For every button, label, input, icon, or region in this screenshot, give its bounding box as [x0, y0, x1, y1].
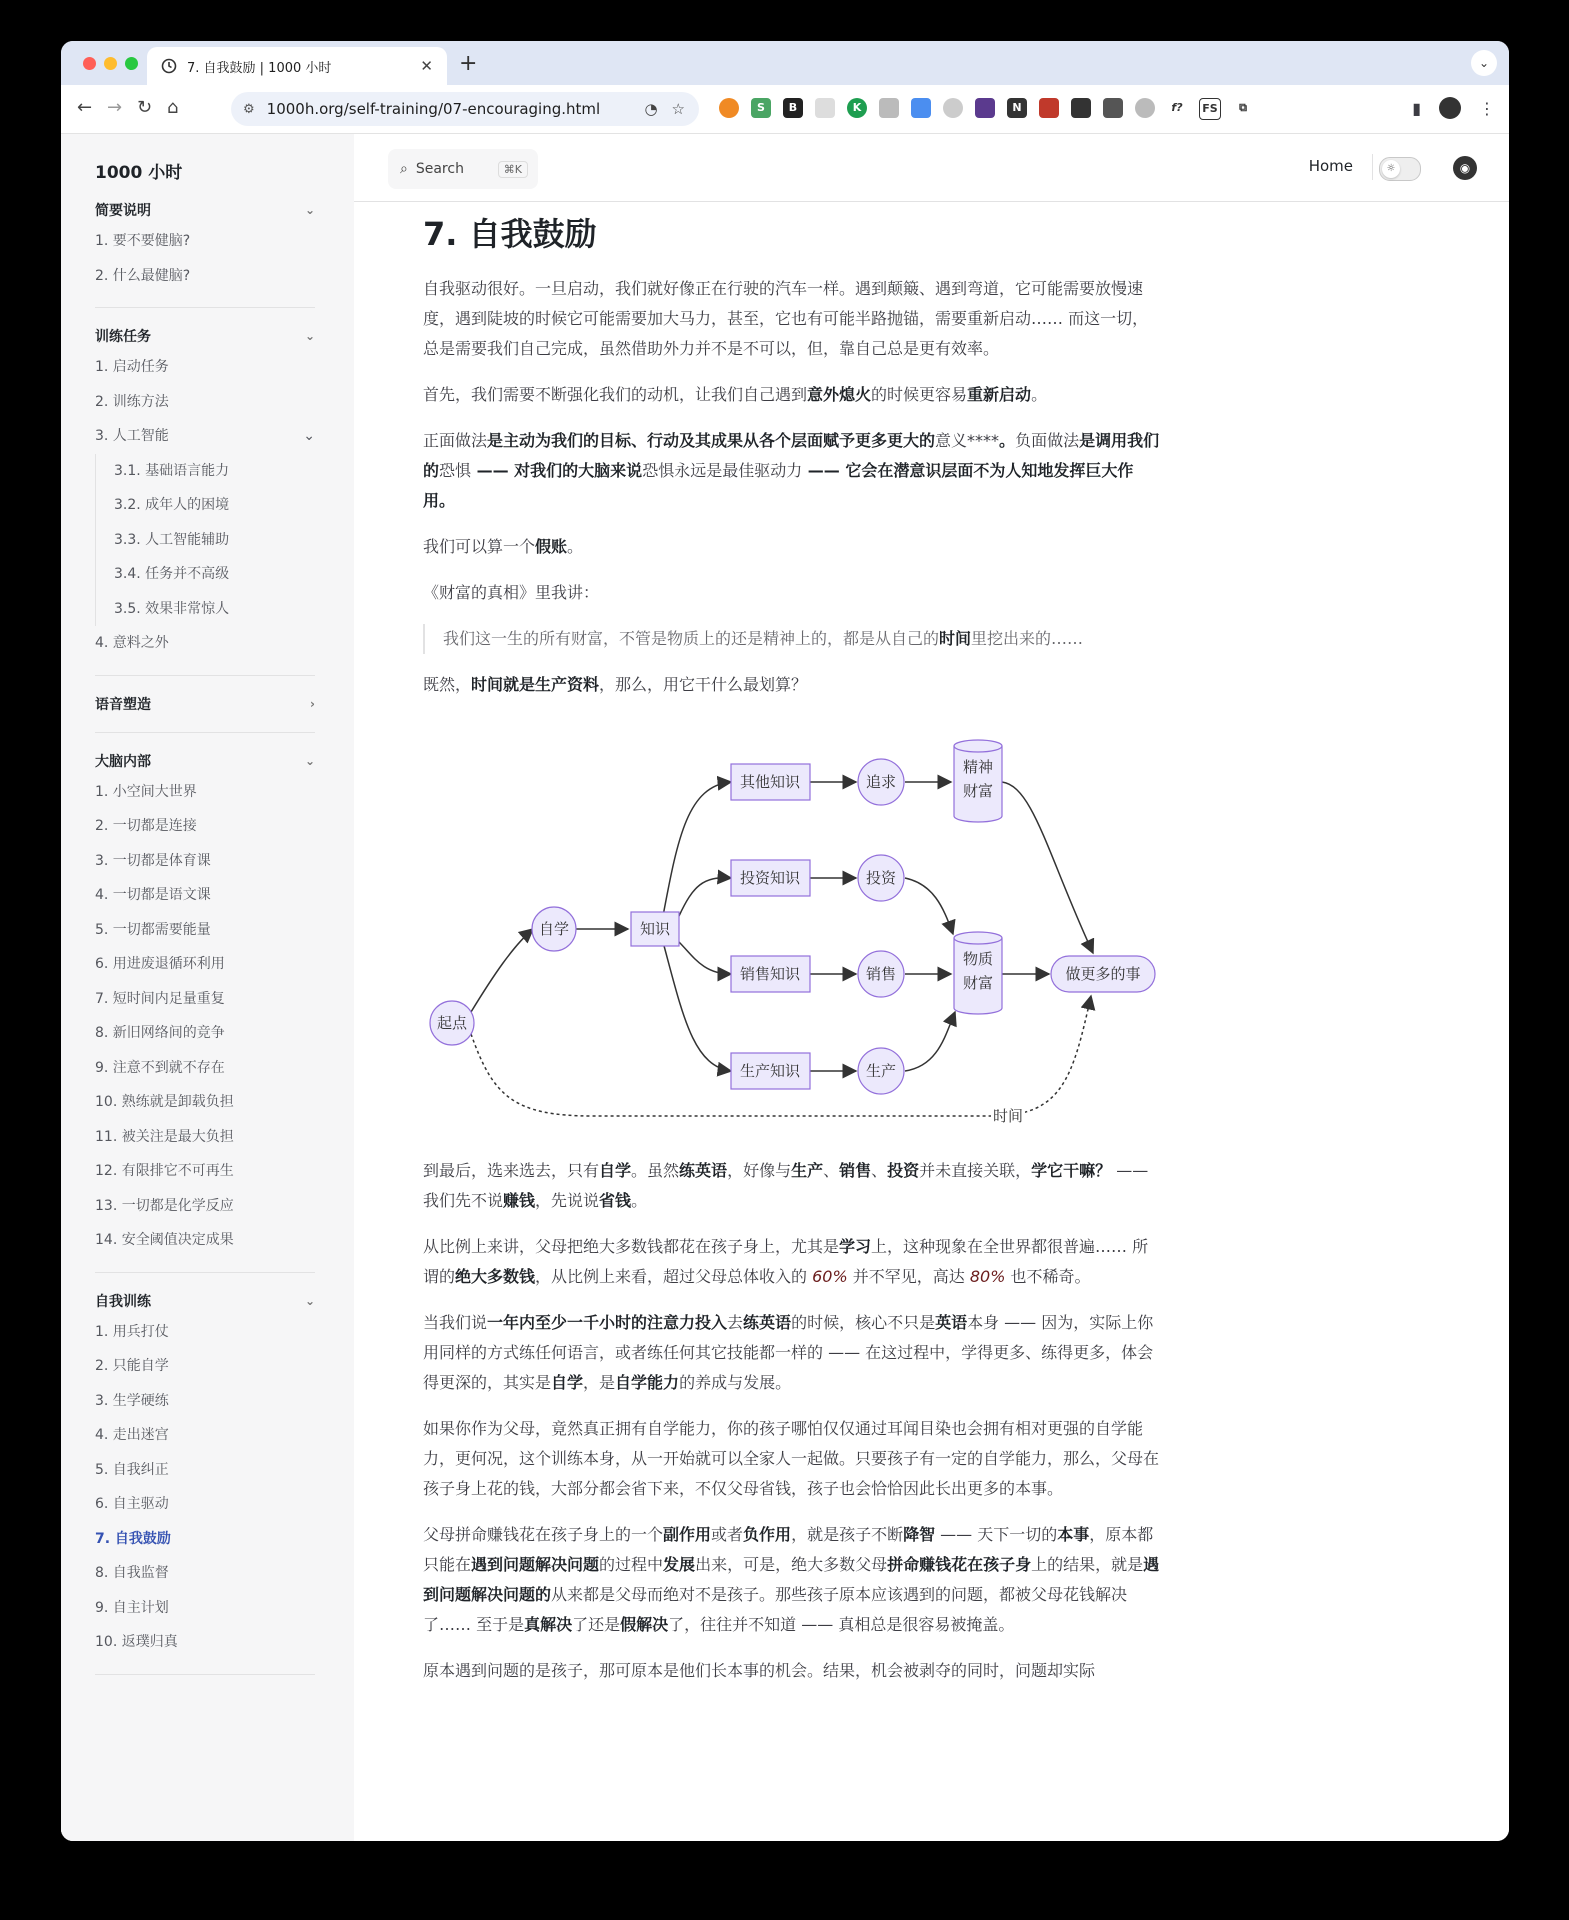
active-tab[interactable]: [147, 47, 447, 85]
extension-calendar-icon[interactable]: [911, 98, 931, 118]
emphasis: 时间: [939, 629, 972, 648]
emphasis: 销售: [839, 1161, 872, 1180]
sidebar-item[interactable]: 6. 用进废退循环利用: [95, 956, 225, 972]
performance-icon[interactable]: ◔: [644, 100, 658, 118]
sidebar-item[interactable]: 2. 只能自学: [95, 1358, 169, 1374]
node-prod-k: 生产知识: [739, 1062, 801, 1080]
sidebar: [61, 134, 354, 1841]
flow-diagram: [423, 716, 1161, 1146]
text-run: 本身 —— 因为，实际上你用同样的方式练任何语言，或者练任何其它技能都一样的 —— 在这过程中，学得更多、练得更多，体会得更深的，其实是: [423, 1313, 1154, 1392]
theme-toggle[interactable]: [1379, 157, 1421, 181]
edge-prod-material: [905, 1012, 955, 1071]
sidebar-group-title[interactable]: [95, 1287, 315, 1315]
text-run: 恐惧: [439, 461, 472, 480]
reload-icon[interactable]: ↻: [137, 97, 153, 118]
quote: [423, 624, 1161, 654]
node-material-1: 物质: [962, 950, 994, 968]
edge-knowledge-invest: [679, 878, 731, 916]
extension-notion-icon[interactable]: N: [1007, 98, 1027, 118]
emphasis: 英语: [935, 1313, 968, 1332]
search-shortcut: ⌘K: [498, 161, 528, 178]
text-run: 的过程中: [599, 1555, 664, 1574]
site-brand[interactable]: 1000 小时: [95, 163, 183, 183]
emphasis: 学它干嘛？: [1031, 1161, 1112, 1180]
extension-globe-icon[interactable]: [943, 98, 963, 118]
bookmark-star-icon[interactable]: ☆: [671, 100, 685, 118]
clock-icon: [161, 58, 177, 74]
tab-strip: [61, 41, 1509, 85]
paragraph-8: [423, 1232, 1161, 1292]
text-run: 意义****: [935, 431, 1000, 450]
node-spirit-cylinder: [954, 740, 1002, 822]
window-controls: [83, 57, 138, 70]
tab-search-chevron-icon[interactable]: ⌄: [1471, 50, 1497, 76]
sidebar-item[interactable]: 3. 一切都是体育课: [95, 852, 211, 869]
sidebar-group: [95, 690, 315, 733]
text-run: ，好像与: [727, 1161, 792, 1180]
sidebar-item[interactable]: 14. 安全阈值决定成果: [95, 1232, 234, 1248]
sidebar-item[interactable]: 2. 一切都是连接: [95, 818, 197, 834]
node-pursue: 追求: [865, 773, 897, 791]
sidebar-item[interactable]: 4. 走出迷宫: [95, 1427, 169, 1443]
node-time: 时间: [992, 1107, 1024, 1125]
sidebar-item[interactable]: 1. 小空间大世界: [95, 783, 197, 800]
sidebar-item[interactable]: 8. 新旧网络间的竞争: [95, 1025, 225, 1041]
emphasis: 学习: [839, 1237, 872, 1256]
text-run: 既然，: [423, 675, 472, 694]
web-page: [61, 134, 1509, 1841]
page-title: 7. 自我鼓励: [423, 215, 597, 253]
sidebar-nav: [95, 196, 315, 1689]
extension-b-icon[interactable]: B: [783, 98, 803, 118]
sidebar-item[interactable]: 5. 一切都需要能量: [95, 921, 211, 938]
search-button[interactable]: [388, 149, 538, 189]
node-spirit-2: 财富: [962, 782, 994, 800]
top-navbar: [354, 134, 1509, 202]
text-run: 。虽然: [631, 1161, 680, 1180]
text-run: ，原本都只能在: [423, 1525, 1154, 1574]
browser-menu-icon[interactable]: ⋮: [1479, 98, 1495, 118]
edge-knowledge-sales: [679, 942, 731, 974]
node-material-cylinder: [954, 932, 1002, 1014]
text-run: ，从比例上来看，超过父母总体收入的: [535, 1267, 813, 1286]
group-title-text: 大脑内部: [95, 753, 151, 770]
emphasis: 练英语: [679, 1161, 728, 1180]
browser-toolbar: [61, 85, 1509, 134]
group-title-text: 语音塑造: [95, 696, 151, 713]
emphasis: 时间就是生产资料: [471, 675, 600, 694]
search-icon: ⌕: [400, 161, 408, 177]
emphasis: 真解决: [524, 1615, 573, 1634]
chevron-right-icon[interactable]: ›: [310, 696, 315, 711]
node-more: 做更多的事: [1065, 965, 1141, 983]
sidebar-item[interactable]: 13. 一切都是化学反应: [95, 1197, 234, 1214]
chevron-down-icon[interactable]: ⌄: [304, 329, 315, 343]
site-info-icon[interactable]: ⚙: [243, 101, 255, 117]
emphasis: 降智: [903, 1525, 936, 1544]
text-run: 当我们说: [423, 1313, 488, 1332]
emphasis: 赚钱: [503, 1191, 536, 1210]
emphasis: 假解决: [620, 1615, 669, 1634]
sidebar-item[interactable]: 3. 生学硬练: [95, 1392, 169, 1409]
back-arrow-icon[interactable]: ←: [77, 97, 93, 118]
extension-se-icon[interactable]: [1071, 98, 1091, 118]
node-other-k: 其他知识: [739, 773, 801, 791]
emphasis: 遇到问题解决问题的: [423, 1555, 1160, 1604]
address-bar[interactable]: [231, 92, 699, 126]
emphasis: 发展: [663, 1555, 696, 1574]
tab-title: 7. 自我鼓励 | 1000 小时: [187, 60, 332, 76]
extension-camera-icon[interactable]: [879, 98, 899, 118]
chevron-down-icon[interactable]: ⌄: [304, 753, 315, 768]
sidebar-subitem[interactable]: 3.2. 成年人的困境: [95, 488, 315, 523]
text-run: ，是: [583, 1373, 616, 1392]
emphasis: 生产: [791, 1161, 824, 1180]
paragraph-4: [423, 532, 1161, 562]
home-icon[interactable]: ⌂: [167, 97, 179, 118]
text-run: 父母拼命赚钱花在孩子身上的一个: [423, 1525, 664, 1544]
text-run: 、: [871, 1161, 888, 1180]
edge-invest-material: [905, 878, 953, 934]
emphasis: 副作用: [663, 1525, 712, 1544]
text-run: ，先说说: [535, 1191, 600, 1210]
text-run: 去: [727, 1313, 744, 1332]
emphasis: 60%: [812, 1267, 848, 1286]
text-run: 。: [631, 1191, 648, 1210]
extension-formula-icon[interactable]: f?: [1167, 98, 1187, 118]
sidebar-item[interactable]: 5. 自我纠正: [95, 1461, 169, 1478]
emphasis: 是主动为我们的目标、行动及其成果从各个层面赋予更多更大的: [487, 431, 936, 450]
sidebar-item[interactable]: 9. 注意不到就不存在: [95, 1059, 225, 1076]
emphasis: 绝大多数钱: [455, 1267, 536, 1286]
sun-icon: ☼: [1382, 160, 1400, 178]
text-run: 从来都是父母而绝对不是孩子。那些孩子原本应该遇到的问题，都被父母花钱解决了…… 至于是: [423, 1585, 1128, 1634]
text-run: —— 天下一切的: [935, 1525, 1058, 1544]
emphasis: 省钱: [599, 1191, 632, 1210]
sidebar-subitem[interactable]: 3.4. 任务并不高级: [95, 557, 315, 592]
emphasis: 重新启动: [967, 385, 1032, 404]
article: [423, 212, 1161, 1702]
minimize-window-button[interactable]: [104, 57, 117, 70]
text-run: 我们可以算一个: [423, 537, 536, 556]
emphasis: 自学能力: [615, 1373, 680, 1392]
sidebar-item[interactable]: 7. 短时间内足量重复: [95, 990, 225, 1007]
text-run: 首先，我们需要不断强化我们的动机，让我们自己遇到: [423, 385, 808, 404]
edge-knowledge-other: [663, 782, 731, 916]
sidebar-item[interactable]: 6. 自主驱动: [95, 1496, 169, 1512]
emphasis: 练英语: [743, 1313, 792, 1332]
sidebar-item[interactable]: 2. 训练方法: [95, 393, 169, 410]
edge-spirit-more: [1002, 782, 1093, 953]
search-label: Search: [415, 161, 464, 177]
sidebar-item[interactable]: 10. 返璞归真: [95, 1634, 178, 1650]
text-run: 负面做法: [1015, 431, 1080, 450]
extension-weibo-icon[interactable]: [1135, 98, 1155, 118]
emphasis: 投资: [887, 1161, 920, 1180]
profile-avatar[interactable]: [1439, 97, 1461, 119]
sidebar-item[interactable]: 1. 要不要健脑?: [95, 233, 191, 249]
paragraph-9: [423, 1308, 1161, 1398]
browser-window: [61, 41, 1509, 1841]
sidebar-item[interactable]: 4. 一切都是语文课: [95, 887, 211, 903]
extension-book-icon[interactable]: [1039, 98, 1059, 118]
paragraph-12: 原本遇到问题的是孩子，那可原本是他们长本事的机会。结果，机会被剥夺的同时，问题却实际: [423, 1661, 1096, 1680]
toolbar-right: [1412, 97, 1495, 119]
sidebar-item[interactable]: 10. 熟练就是卸载负担: [95, 1094, 234, 1110]
close-tab-icon[interactable]: ✕: [420, 57, 433, 75]
text-run: 里挖出来的……: [971, 629, 1084, 648]
chevron-down-icon[interactable]: ⌄: [304, 1293, 315, 1308]
text-run: 的时候更容易: [871, 385, 968, 404]
sidebar-item[interactable]: 1. 用兵打仗: [95, 1323, 169, 1340]
paragraph-5: 《财富的真相》里我讲：: [423, 583, 600, 602]
emphasis: 自学: [599, 1161, 632, 1180]
sidebar-group-title[interactable]: [95, 196, 315, 224]
paragraph-11: [423, 1520, 1161, 1640]
sidebar-group: [95, 196, 315, 308]
navbar-divider: [1372, 154, 1373, 180]
emphasis: 80%: [969, 1267, 1006, 1286]
node-sales-k: 销售知识: [739, 965, 801, 983]
node-invest-k: 投资知识: [739, 869, 801, 887]
new-tab-button[interactable]: +: [459, 51, 478, 76]
sidebar-group-title[interactable]: [95, 690, 315, 718]
paragraph-2: [423, 380, 1161, 410]
sidebar-item[interactable]: 4. 意料之外: [95, 635, 169, 651]
text-run: 从比例上来讲，父母把绝大多数钱都花在孩子身上，尤其是: [423, 1237, 840, 1256]
text-run: ，就是孩子不断: [791, 1525, 904, 1544]
text-run: 恐惧永远是最佳驱动力: [642, 461, 803, 480]
emphasis: 一年内至少一千小时的注意力投入: [487, 1313, 728, 1332]
chevron-down-icon[interactable]: ⌄: [304, 203, 315, 217]
sidebar-item[interactable]: 11. 被关注是最大负担: [95, 1128, 234, 1145]
paragraph-1: 自我驱动很好。一旦启动，我们就好像正在行驶的汽车一样。遇到颠簸、遇到弯道，它可能需要放慢速度，遇到陡坡的时候它可能需要加大马力，甚至，它也有可能半路抛锚，需要重新启动…… 而这一切，总是需要我们自己完成，虽然借助外力并不是不可以，但，靠自己总是更有效率。: [423, 279, 1149, 358]
paragraph-10: 如果你作为父母，竟然真正拥有自学能力，你的孩子哪怕仅仅通过耳闻目染也会拥有相对更强的自学能力，更何况，这个训练本身，从一开始就可以全家人一起做。只要孩子有一定的自学能力，那么，父母在孩子身上花的钱，大部分都会省下来，不仅父母省钱，孩子也会恰恰因此长出更多的本事。: [423, 1419, 1160, 1498]
text-run: 了还是: [572, 1615, 621, 1634]
sidebar-item[interactable]: 7. 自我鼓励: [95, 1530, 171, 1547]
text-run: 并未直接关联，: [919, 1161, 1032, 1180]
sidebar-item[interactable]: 1. 启动任务: [95, 359, 169, 375]
text-run: 并不罕见，高达: [847, 1267, 970, 1286]
text-run: 上的结果，就是: [1031, 1555, 1144, 1574]
node-material-2: 财富: [962, 974, 994, 992]
extension-s-icon[interactable]: S: [751, 98, 771, 118]
sidebar-item[interactable]: [95, 419, 315, 454]
paragraph-6: [423, 670, 1161, 700]
emphasis: 。: [999, 431, 1016, 450]
text-run: 的时候，核心不只是: [791, 1313, 936, 1332]
sidebar-item[interactable]: 9. 自主计划: [95, 1599, 169, 1616]
text-run: 。: [1031, 385, 1048, 404]
node-prod: 生产: [865, 1062, 897, 1080]
text-run: 出来，可是，绝大多数父母: [695, 1555, 888, 1574]
node-spirit-1: 精神: [962, 758, 994, 776]
extension-keyboard-icon[interactable]: [1103, 98, 1123, 118]
side-panel-icon[interactable]: ▮: [1412, 98, 1421, 118]
text-run: 上，这种现象在全世界都很普遍…… 所谓的: [423, 1237, 1149, 1286]
node-knowledge: 知识: [639, 920, 671, 938]
sidebar-subitem[interactable]: 3.5. 效果非常惊人: [95, 592, 315, 627]
sidebar-group-title[interactable]: [95, 747, 315, 775]
text-run: —— 我们先不说: [423, 1161, 1149, 1210]
close-window-button[interactable]: [83, 57, 96, 70]
extensions-bar: [719, 98, 1253, 120]
text-run: 正面做法: [423, 431, 488, 450]
emphasis: 拼命赚钱花在孩子身: [887, 1555, 1032, 1574]
sidebar-group-title[interactable]: [95, 322, 315, 350]
emphasis: —— 对我们的大脑来说: [471, 461, 643, 480]
extensions-puzzle-icon[interactable]: ⧉: [1233, 98, 1253, 118]
emphasis: 意外熄火: [807, 385, 872, 404]
zoom-window-button[interactable]: [125, 57, 138, 70]
text-run: 、: [823, 1161, 840, 1180]
sidebar-subitem[interactable]: 3.1. 基础语言能力: [95, 454, 315, 489]
sidebar-group: [95, 322, 315, 676]
text-run: 也不稀奇。: [1005, 1267, 1091, 1286]
emphasis: 自学: [551, 1373, 584, 1392]
emphasis: 遇到问题解决问题: [471, 1555, 600, 1574]
node-start: 起点: [436, 1014, 468, 1032]
paragraph-7: [423, 1156, 1161, 1216]
github-icon[interactable]: ◉: [1453, 156, 1477, 180]
paragraph-3: [423, 426, 1161, 516]
emphasis: —— 它会在潜意识层面不为人知地发挥巨大作用。: [423, 461, 1134, 510]
text-run: 。: [567, 537, 584, 556]
sidebar-item[interactable]: 2. 什么最健脑?: [95, 267, 191, 284]
text-run: 了，往往并不知道 —— 真相总是很容易被掩盖。: [668, 1615, 1015, 1634]
sidebar-subitem[interactable]: 3.3. 人工智能辅助: [95, 523, 315, 558]
extension-bird-icon[interactable]: [975, 98, 995, 118]
text-run: 的养成与发展。: [679, 1373, 792, 1392]
forward-arrow-icon[interactable]: →: [107, 97, 123, 118]
sidebar-item[interactable]: 12. 有限排它不可再生: [95, 1163, 234, 1179]
extension-k-icon[interactable]: K: [847, 98, 867, 118]
chevron-down-icon[interactable]: ⌄: [303, 428, 315, 444]
extension-shield-icon[interactable]: [815, 98, 835, 118]
sidebar-group: [95, 747, 315, 1273]
text-run: 我们这一生的所有财富，不管是物质上的还是精神上的，都是从自己的: [443, 629, 940, 648]
text-run: 到最后，选来选去，只有: [423, 1161, 600, 1180]
group-title-text: 训练任务: [95, 329, 151, 345]
emphasis: 是调用我们的: [423, 431, 1160, 480]
home-link[interactable]: Home: [1308, 157, 1353, 175]
node-selflearn: 自学: [538, 920, 570, 938]
group-title-text: 自我训练: [95, 1293, 151, 1310]
extension-fs-icon[interactable]: FS: [1199, 98, 1221, 120]
sidebar-item-label: 3. 人工智能: [95, 428, 169, 444]
emphasis: 负作用: [743, 1525, 792, 1544]
emphasis: 假账: [535, 537, 568, 556]
url-text[interactable]: 1000h.org/self-training/07-encouraging.html: [266, 100, 601, 118]
group-title-text: 简要说明: [95, 203, 151, 219]
extension-1-icon[interactable]: [719, 98, 739, 118]
node-sales: 销售: [865, 965, 897, 983]
sidebar-group: [95, 1287, 315, 1675]
sidebar-item[interactable]: 8. 自我监督: [95, 1565, 169, 1581]
node-invest: 投资: [865, 869, 897, 887]
emphasis: 本事: [1057, 1525, 1090, 1544]
text-run: 或者: [711, 1525, 744, 1544]
edge-start-selflearn: [471, 929, 533, 1012]
text-run: ，那么，用它干什么最划算？: [599, 675, 808, 694]
